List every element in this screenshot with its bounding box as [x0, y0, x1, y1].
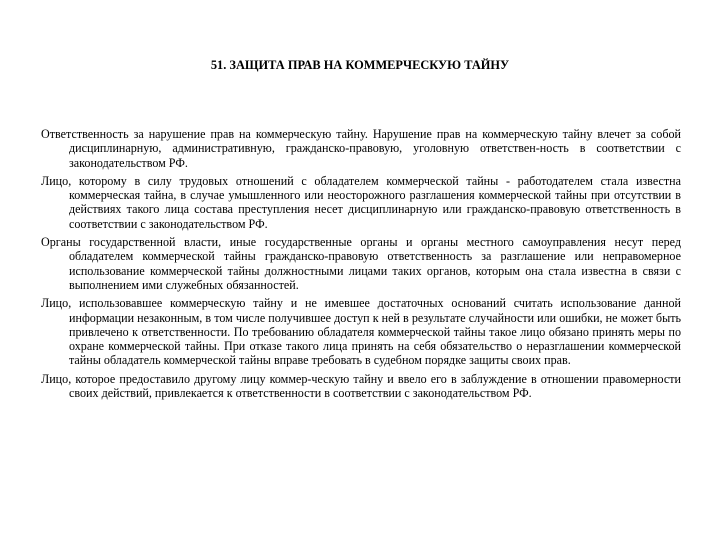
paragraph-state-bodies-liability: Органы государственной власти, иные государственные органы и органы местного самоуправления несут перед обладателем коммерческой тайны гражданско-правовую ответственность за разглашение или неправомерное использование коммерческой тайны должностными лицами таких органов, которым она стала известна в связи с выполнением ими служебных обязанностей. [41, 235, 681, 292]
paragraph-bona-fide-user: Лицо, использовавшее коммерческую тайну и не имевшее достаточных оснований считать использование данной информации незаконным, в том числе получившее доступ к ней в результате случайности или ошибки, не может быть привлечено к ответственности. По требованию обладателя коммерческой тайны такое лицо обязано принять меры по охране коммерческой тайны. При отказе такого лица принять на себя обязательство о неразглашении коммерческой тайны обладатель коммерческой тайны вправе требовать в судебном порядке защиты своих прав. [41, 296, 681, 368]
paragraph-misleading-provider: Лицо, которое предоставило другому лицу коммер-ческую тайну и ввело его в заблуждение в отношении правомерности своих действий, привлекается к ответственности в соответствии с законодательством РФ. [41, 371, 681, 401]
page-title: 51. ЗАЩИТА ПРАВ НА КОММЕРЧЕСКУЮ ТАЙНУ [210, 58, 510, 72]
body-text [41, 127, 681, 404]
paragraph-liability-overview: Ответственность за нарушение прав на коммерческую тайну. Нарушение прав на коммерческую тайну влечет за собой дисциплинарную, административную, гражданско-правовую, уголовную ответствен-ность в соответствии с законодательством РФ. [41, 127, 681, 170]
paragraph-employee-liability: Лицо, которому в силу трудовых отношений с обладателем коммерческой тайны - работодателем стала известна коммерческая тайна, в случае умышленного или неосторожного разглашения коммерческой тайны при отсутствии в действиях такого лица состава преступления несет дисциплинарную или гражданско-правовую ответственность в соответствии с законодательством РФ. [41, 173, 681, 231]
